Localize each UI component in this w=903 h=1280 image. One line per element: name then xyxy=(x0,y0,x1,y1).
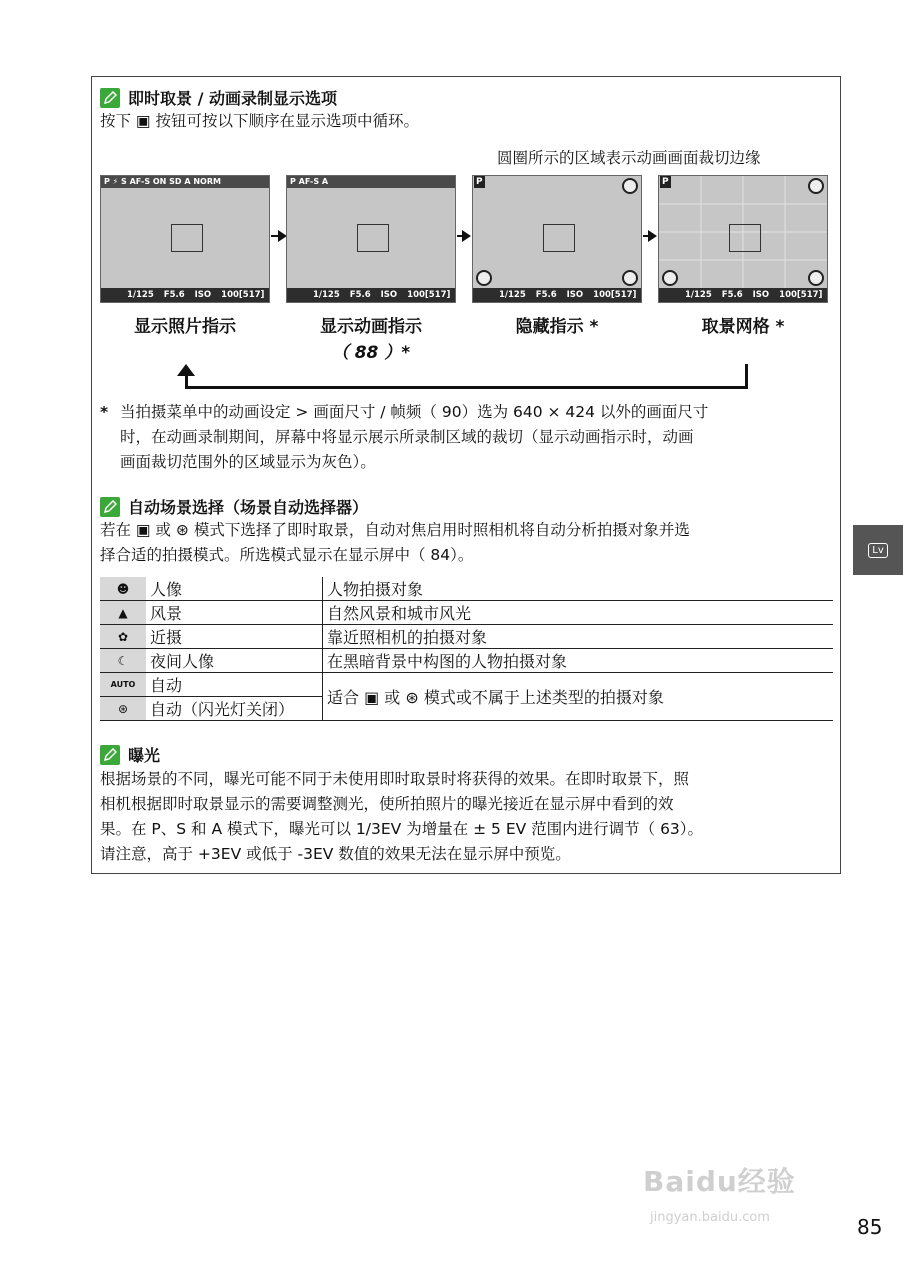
live-view-tab-label: Lv xyxy=(868,543,888,558)
note-body-line: 相机根据即时取景显示的需要调整测光，使所拍照片的曝光接近在显示屏中看到的效 xyxy=(100,795,674,813)
shutter-value: 1/125 xyxy=(127,290,154,300)
auto-flash-off-icon: ⊛ xyxy=(100,697,146,721)
focus-frame xyxy=(729,224,761,252)
scene-desc: 人物拍摄对象 xyxy=(323,577,834,601)
crop-caption: 圆圈所示的区域表示动画画面裁切边缘 xyxy=(497,149,761,167)
screen-top-info: P ⚡ S AF-S ON SD A NORM xyxy=(101,176,269,188)
arrow-right-icon xyxy=(648,230,657,242)
focus-frame xyxy=(543,224,575,252)
crop-edge-circle xyxy=(808,270,824,286)
screen-label: 显示照片指示 xyxy=(134,317,236,337)
night-portrait-icon: ☾ xyxy=(100,649,146,673)
auto-icon: AUTO xyxy=(100,673,146,697)
note-title: 自动场景选择（场景自动选择器） xyxy=(128,498,369,517)
baidu-watermark-url: jingyan.baidu.com xyxy=(650,1210,770,1225)
table-row xyxy=(100,577,833,601)
table-row xyxy=(100,625,833,649)
live-view-tab xyxy=(853,525,903,575)
screen-photo-indicators xyxy=(100,175,270,303)
pencil-icon xyxy=(100,497,120,517)
note-heading-display-options xyxy=(100,86,337,109)
scene-name: 人像 xyxy=(146,577,323,601)
scene-desc: 靠近照相机的拍摄对象 xyxy=(323,625,834,649)
note-heading-auto-scene xyxy=(100,495,368,518)
scene-desc: 自然风景和城市风光 xyxy=(323,601,834,625)
frame-count: 100[517] xyxy=(221,290,265,300)
screen-bottom-info xyxy=(659,288,827,302)
aperture-value: F5.6 xyxy=(163,290,185,300)
screen-bottom-info xyxy=(287,288,455,302)
closeup-icon: ✿ xyxy=(100,625,146,649)
screen-top-info xyxy=(473,176,641,188)
cycle-arrow-line xyxy=(185,386,747,389)
table-row xyxy=(100,649,833,673)
note-heading-exposure xyxy=(100,743,160,766)
aperture-value: F5.6 xyxy=(535,290,557,300)
focus-frame xyxy=(357,224,389,252)
shutter-value: 1/125 xyxy=(313,290,340,300)
screen-top-info: P AF-S A xyxy=(287,176,455,188)
note-body: 按下 ▣ 按钮可按以下顺序在显示选项中循环。 xyxy=(100,112,420,130)
footnote-mark: * xyxy=(100,403,109,421)
page-number: 85 xyxy=(857,1215,883,1239)
screen-hide-indicators xyxy=(472,175,642,303)
note-body-line: 若在 ▣ 或 ⊛ 模式下选择了即时取景，自动对焦启用时照相机将自动分析拍摄对象并选 xyxy=(100,521,690,539)
note-title: 曝光 xyxy=(128,746,161,765)
scene-name: 自动 xyxy=(146,673,323,697)
scene-desc: 在黑暗背景中构图的人物拍摄对象 xyxy=(323,649,834,673)
footnote-line: 时，在动画录制期间，屏幕中将显示展示所录制区域的裁切（显示动画指示时，动画 xyxy=(120,428,694,446)
screen-label: 隐藏指示 * xyxy=(515,317,599,337)
iso-label: ISO xyxy=(380,290,398,300)
iso-label: ISO xyxy=(752,290,770,300)
crop-edge-circle xyxy=(662,270,678,286)
baidu-watermark: Baidu经验 xyxy=(643,1165,796,1198)
table-row xyxy=(100,673,833,697)
screen-label: 取景网格 * xyxy=(701,317,785,337)
pencil-icon xyxy=(100,745,120,765)
table-row xyxy=(100,601,833,625)
crop-edge-circle xyxy=(622,178,638,194)
screen-bottom-info xyxy=(473,288,641,302)
iso-label: ISO xyxy=(194,290,212,300)
portrait-icon: ☻ xyxy=(100,577,146,601)
scene-name: 自动（闪光灯关闭） xyxy=(146,697,323,721)
note-body-line: 请注意，高于 +3EV 或低于 -3EV 数值的效果无法在显示屏中预览。 xyxy=(100,845,571,863)
frame-count: 100[517] xyxy=(407,290,451,300)
landscape-icon: ▲ xyxy=(100,601,146,625)
cycle-arrow-line xyxy=(185,374,188,389)
scene-name: 近摄 xyxy=(146,625,323,649)
note-body-line: 果。在 P、S 和 A 模式下，曝光可以 1/3EV 为增量在 ± 5 EV 范围内进行调节（ 63）。 xyxy=(100,820,704,838)
crop-edge-circle xyxy=(808,178,824,194)
screen-movie-indicators xyxy=(286,175,456,303)
shutter-value: 1/125 xyxy=(499,290,526,300)
cycle-arrow-line xyxy=(745,364,748,389)
shutter-value: 1/125 xyxy=(685,290,712,300)
scene-desc: 适合 ▣ 或 ⊛ 模式或不属于上述类型的拍摄对象 xyxy=(323,673,834,721)
footnote-line: 当拍摄菜单中的动画设定 > 画面尺寸 / 帧频（ 90）选为 640 × 424 以外的画面尺寸 xyxy=(120,403,709,421)
screen-bottom-info xyxy=(101,288,269,302)
screen-framing-grid xyxy=(658,175,828,303)
pencil-icon xyxy=(100,88,120,108)
mode-indicator: P xyxy=(476,177,483,187)
mode-indicator: P xyxy=(662,177,669,187)
note-title: 即时取景 / 动画录制显示选项 xyxy=(128,89,337,108)
scene-name: 风景 xyxy=(146,601,323,625)
frame-count: 100[517] xyxy=(779,290,823,300)
scene-table xyxy=(100,577,833,721)
aperture-value: F5.6 xyxy=(721,290,743,300)
aperture-value: F5.6 xyxy=(349,290,371,300)
footnote-line: 画面裁切范围外的区域显示为灰色）。 xyxy=(120,453,376,471)
page-reference: （ 88 ）* xyxy=(331,343,411,363)
arrow-right-icon xyxy=(462,230,471,242)
scene-name: 夜间人像 xyxy=(146,649,323,673)
arrow-up-icon xyxy=(177,364,195,376)
iso-label: ISO xyxy=(566,290,584,300)
screen-label: 显示动画指示 xyxy=(320,317,422,337)
frame-count: 100[517] xyxy=(593,290,637,300)
focus-frame xyxy=(171,224,203,252)
note-body-line: 根据场景的不同，曝光可能不同于未使用即时取景时将获得的效果。在即时取景下，照 xyxy=(100,770,690,788)
crop-edge-circle xyxy=(476,270,492,286)
note-body-line: 择合适的拍摄模式。所选模式显示在显示屏中（ 84）。 xyxy=(100,546,474,564)
crop-edge-circle xyxy=(622,270,638,286)
